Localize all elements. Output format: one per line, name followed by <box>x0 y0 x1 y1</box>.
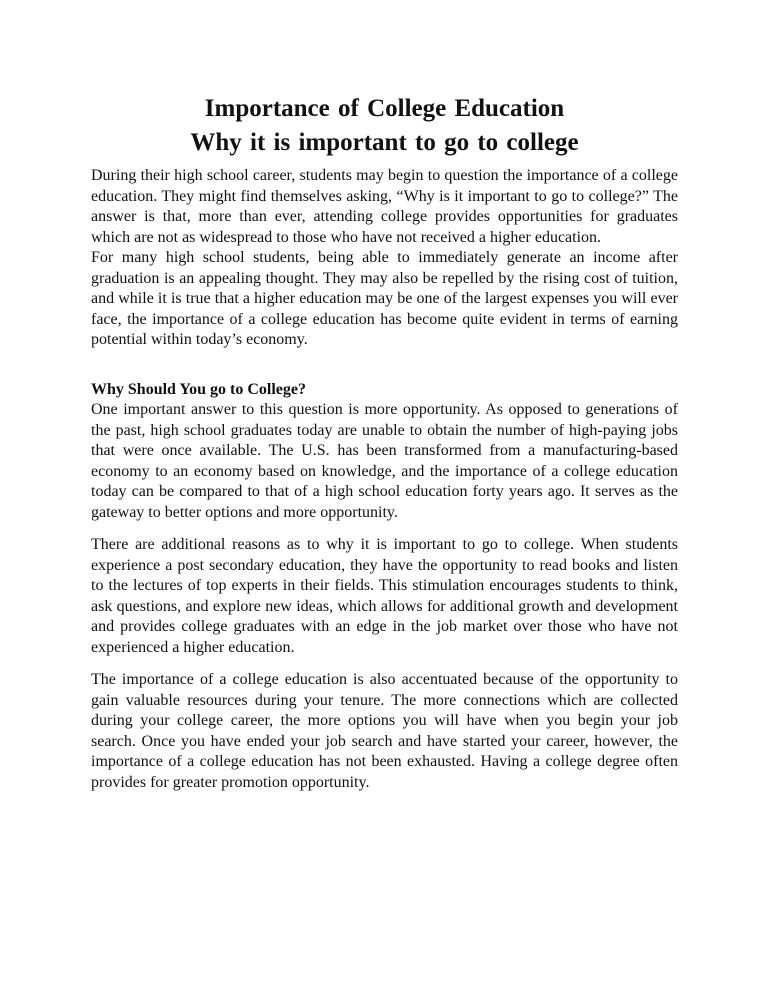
document-title: Importance of College Education <box>204 95 565 122</box>
section-paragraph-1: One important answer to this question is more opportunity. As opposed to generations of the past, high school graduates today are unable to obtain the number of high-paying jobs that were once available. The U.S. has been transformed from a manufacturing-based economy to an economy based on knowledge, and the importance of a college education today can be compared to that of a high school education forty years ago. It serves as the gateway to better options and more opportunity. <box>91 401 678 521</box>
title-block <box>91 92 678 160</box>
document-subtitle: Why it is important to go to college <box>190 129 579 156</box>
document-page <box>91 92 678 793</box>
section-why-college <box>91 380 678 794</box>
section-heading: Why Should You go to College? <box>91 380 306 398</box>
intro-paragraph-2: For many high school students, being able to immediately generate an income after graduation is an appealing thought. They may also be repelled by the rising cost of tuition, and while it is true that a higher education may be one of the largest expenses you will ever face, the importance of a college education has become quite evident in terms of earning potential within today’s economy. <box>91 249 678 348</box>
section-paragraph-3: The importance of a college education is also accentuated because of the opportunity to gain valuable resources during your tenure. The more connections which are collected during your college career, the more options you will have when you begin your job search. Once you have ended your job search and have started your career, however, the importance of a college education has not been exhausted. Having a college degree often provides for greater promotion opportunity. <box>91 671 678 791</box>
section-paragraph-2: There are additional reasons as to why it is important to go to college. When students experience a post secondary education, they have the opportunity to read books and listen to the lectures of top experts in their fields. This stimulation encourages students to think, ask questions, and explore new ideas, which allows for additional growth and development and provides college graduates with an edge in the job market over those who have not experienced a higher education. <box>91 536 678 656</box>
intro-paragraph-1: During their high school career, students may begin to question the importance of a college education. They might find themselves asking, “Why is it important to go to college?” The answer is that, more than ever, attending college provides opportunities for graduates which are not as widespread to those who have not received a higher education. <box>91 167 678 246</box>
